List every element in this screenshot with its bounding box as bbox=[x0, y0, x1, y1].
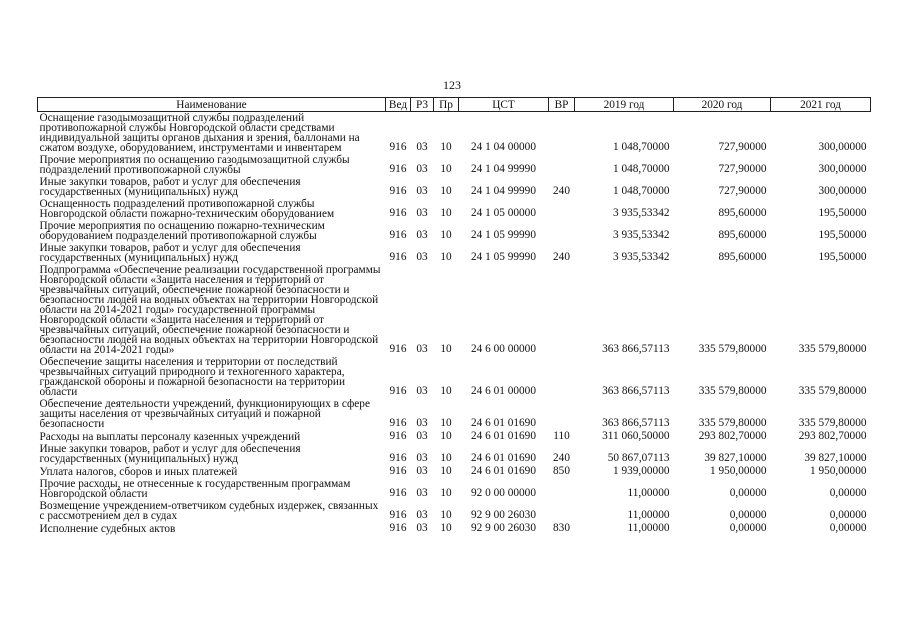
rz-cell: 03 bbox=[416, 522, 428, 534]
vr-cell bbox=[549, 356, 575, 398]
name-cell: Уплата налогов, сборов и иных платежей bbox=[39, 466, 238, 478]
cst-cell: 92 0 00 00000 bbox=[471, 487, 536, 499]
value-2019-cell: 311 060,50000 bbox=[602, 430, 670, 442]
rz-cell: 03 bbox=[416, 452, 428, 464]
ved-cell: 916 bbox=[389, 430, 407, 442]
value-2020-cell: 727,90000 bbox=[718, 141, 767, 153]
pr-cell: 10 bbox=[440, 417, 452, 429]
cst-cell: 92 9 00 26030 bbox=[471, 522, 536, 534]
vr-cell bbox=[549, 500, 575, 522]
value-2021-cell: 335 579,80000 bbox=[798, 385, 867, 397]
vr-cell bbox=[549, 112, 575, 155]
cst-cell: 92 9 00 26030 bbox=[471, 509, 536, 521]
ved-cell: 916 bbox=[389, 185, 407, 197]
vr-cell: 830 bbox=[553, 522, 570, 534]
pr-cell: 10 bbox=[440, 487, 452, 499]
ved-cell: 916 bbox=[389, 417, 407, 429]
rz-cell: 03 bbox=[416, 141, 428, 153]
cst-cell: 24 1 05 00000 bbox=[471, 207, 536, 219]
value-2020-cell: 1 950,00000 bbox=[710, 465, 767, 477]
table-row bbox=[38, 465, 871, 478]
pr-cell: 10 bbox=[440, 207, 452, 219]
pr-cell: 10 bbox=[440, 343, 452, 355]
table-row bbox=[38, 500, 871, 522]
cst-cell: 24 6 01 00000 bbox=[471, 385, 536, 397]
pr-cell: 10 bbox=[440, 163, 452, 175]
table-row bbox=[38, 220, 871, 242]
pr-cell: 10 bbox=[440, 430, 452, 442]
value-2021-cell: 195,50000 bbox=[818, 207, 867, 219]
table-row bbox=[38, 522, 871, 535]
vr-cell: 240 bbox=[553, 185, 570, 197]
value-2020-cell: 727,90000 bbox=[718, 185, 767, 197]
value-2021-cell: 0,00000 bbox=[829, 509, 867, 521]
rz-cell: 03 bbox=[416, 465, 428, 477]
vr-cell: 240 bbox=[553, 251, 570, 263]
rz-cell: 03 bbox=[416, 251, 428, 263]
ved-cell: 916 bbox=[389, 452, 407, 464]
cst-cell: 24 6 01 01690 bbox=[471, 452, 536, 464]
value-2021-cell: 293 802,70000 bbox=[798, 430, 867, 442]
value-2020-cell: 335 579,80000 bbox=[698, 417, 767, 429]
header-2019: 2019 год bbox=[575, 98, 674, 112]
name-cell: Прочие расходы, не отнесенные к государственным программам Новгородской области bbox=[39, 478, 351, 500]
vr-cell bbox=[549, 198, 575, 220]
header-cst: ЦСТ bbox=[459, 98, 549, 112]
value-2020-cell: 335 579,80000 bbox=[698, 343, 767, 355]
cst-cell: 24 1 04 99990 bbox=[471, 163, 536, 175]
name-cell: Возмещение учреждением-ответчиком судебных издержек, связанных с рассмотрением дел в судах bbox=[39, 500, 379, 522]
cst-cell: 24 1 04 99990 bbox=[471, 185, 536, 197]
name-cell: Исполнение судебных актов bbox=[39, 523, 176, 535]
cst-cell: 24 6 01 01690 bbox=[471, 465, 536, 477]
value-2021-cell: 195,50000 bbox=[818, 251, 867, 263]
name-cell: Прочие мероприятия по оснащению пожарно-техническим оборудованием подразделений противопожарной службы bbox=[39, 220, 325, 242]
value-2020-cell: 0,00000 bbox=[729, 487, 767, 499]
ved-cell: 916 bbox=[389, 163, 407, 175]
ved-cell: 916 bbox=[389, 229, 407, 241]
value-2019-cell: 11,00000 bbox=[627, 522, 670, 534]
rz-cell: 03 bbox=[416, 509, 428, 521]
pr-cell: 10 bbox=[440, 385, 452, 397]
pr-cell: 10 bbox=[440, 229, 452, 241]
cst-cell: 24 6 00 00000 bbox=[471, 343, 536, 355]
vr-cell bbox=[549, 264, 575, 356]
ved-cell: 916 bbox=[389, 465, 407, 477]
value-2021-cell: 39 827,10000 bbox=[804, 452, 867, 464]
name-cell: Иные закупки товаров, работ и услуг для обеспечения государственных (муниципальных) нужд bbox=[39, 242, 301, 264]
name-cell: Прочие мероприятия по оснащению газодымозащитной службы подразделений противопожарной службы bbox=[39, 154, 350, 176]
value-2019-cell: 3 935,53342 bbox=[613, 229, 670, 241]
table-row bbox=[38, 443, 871, 465]
name-cell: Иные закупки товаров, работ и услуг для обеспечения государственных (муниципальных) нужд bbox=[39, 176, 301, 198]
value-2020-cell: 727,90000 bbox=[718, 163, 767, 175]
value-2021-cell: 195,50000 bbox=[818, 229, 867, 241]
rz-cell: 03 bbox=[416, 207, 428, 219]
table-body bbox=[38, 112, 871, 536]
table-row bbox=[38, 198, 871, 220]
value-2021-cell: 300,00000 bbox=[818, 141, 867, 153]
cst-cell: 24 6 01 01690 bbox=[471, 417, 536, 429]
vr-cell bbox=[549, 220, 575, 242]
rz-cell: 03 bbox=[416, 343, 428, 355]
header-rz: Р3 bbox=[411, 98, 434, 112]
value-2020-cell: 895,60000 bbox=[718, 229, 767, 241]
ved-cell: 916 bbox=[389, 207, 407, 219]
vr-cell bbox=[549, 398, 575, 430]
value-2019-cell: 3 935,53342 bbox=[613, 207, 670, 219]
header-2020: 2020 год bbox=[674, 98, 771, 112]
ved-cell: 916 bbox=[389, 487, 407, 499]
pr-cell: 10 bbox=[440, 465, 452, 477]
pr-cell: 10 bbox=[440, 509, 452, 521]
table-row bbox=[38, 242, 871, 264]
table-row bbox=[38, 398, 871, 430]
name-cell: Иные закупки товаров, работ и услуг для обеспечения государственных (муниципальных) нужд bbox=[39, 443, 301, 465]
value-2019-cell: 11,00000 bbox=[627, 509, 670, 521]
ved-cell: 916 bbox=[389, 343, 407, 355]
ved-cell: 916 bbox=[389, 251, 407, 263]
name-cell: Обеспечение деятельности учреждений, функционирующих в сфере защиты населения от чрезвычайных ситуаций и пожарной безопасности bbox=[39, 398, 370, 430]
value-2019-cell: 363 866,57113 bbox=[602, 385, 670, 397]
table-row bbox=[38, 176, 871, 198]
value-2019-cell: 11,00000 bbox=[627, 487, 670, 499]
value-2021-cell: 335 579,80000 bbox=[798, 417, 867, 429]
name-cell: Оснащение газодымозащитной службы подразделений противопожарной службы Новгородской области средствами индивидуальной защиты органов дыхания и зрения, баллонами на сжатом воздухе, оборудованием, инструментами и инвентарем bbox=[39, 112, 360, 154]
pr-cell: 10 bbox=[440, 141, 452, 153]
value-2019-cell: 363 866,57113 bbox=[602, 343, 670, 355]
value-2021-cell: 1 950,00000 bbox=[810, 465, 867, 477]
name-cell: Расходы на выплаты персоналу казенных учреждений bbox=[39, 431, 301, 443]
value-2020-cell: 895,60000 bbox=[718, 207, 767, 219]
ved-cell: 916 bbox=[389, 141, 407, 153]
value-2020-cell: 335 579,80000 bbox=[698, 385, 767, 397]
cst-cell: 24 1 04 00000 bbox=[471, 141, 536, 153]
ved-cell: 916 bbox=[389, 509, 407, 521]
header-pr: Пр bbox=[434, 98, 459, 112]
name-cell: Подпрограмма «Обеспечение реализации государственной программы Новгородской области «Защита населения и территорий от чрезвычайных ситуаций, обеспечение пожарной безопасности и безопасности людей на водных объектах на территории Новгородской области на 2014-2021 годы» государственной программы Новгородской области «Защита населения и территорий от чрезвычайных ситуаций, обеспечение пожарной безопасности и безопасности людей на водных объектах на территории Новгородской области на 2014-2021 годы» bbox=[39, 264, 381, 356]
value-2020-cell: 895,60000 bbox=[718, 251, 767, 263]
name-cell: Обеспечение защиты населения и территории от последствий чрезвычайных ситуаций природного и техногенного характера, гражданской обороны и пожарной безопасности на территории области bbox=[39, 356, 345, 398]
pr-cell: 10 bbox=[440, 452, 452, 464]
pr-cell: 10 bbox=[440, 251, 452, 263]
value-2019-cell: 3 935,53342 bbox=[613, 251, 670, 263]
cst-cell: 24 1 05 99990 bbox=[471, 229, 536, 241]
rz-cell: 03 bbox=[416, 417, 428, 429]
rz-cell: 03 bbox=[416, 487, 428, 499]
rz-cell: 03 bbox=[416, 163, 428, 175]
value-2021-cell: 300,00000 bbox=[818, 185, 867, 197]
ved-cell: 916 bbox=[389, 385, 407, 397]
value-2020-cell: 39 827,10000 bbox=[704, 452, 767, 464]
header-name: Наименование bbox=[38, 98, 386, 112]
value-2019-cell: 1 048,70000 bbox=[613, 141, 670, 153]
vr-cell: 240 bbox=[553, 452, 570, 464]
value-2020-cell: 0,00000 bbox=[729, 522, 767, 534]
vr-cell bbox=[549, 478, 575, 500]
rz-cell: 03 bbox=[416, 185, 428, 197]
page-number: 123 bbox=[443, 78, 461, 92]
table-row bbox=[38, 478, 871, 500]
budget-table bbox=[37, 97, 871, 535]
value-2021-cell: 0,00000 bbox=[829, 487, 867, 499]
table-row bbox=[38, 264, 871, 356]
value-2019-cell: 363 866,57113 bbox=[602, 417, 670, 429]
vr-cell: 850 bbox=[553, 465, 570, 477]
rz-cell: 03 bbox=[416, 229, 428, 241]
value-2019-cell: 1 939,00000 bbox=[613, 465, 670, 477]
table-row bbox=[38, 430, 871, 443]
cst-cell: 24 6 01 01690 bbox=[471, 430, 536, 442]
pr-cell: 10 bbox=[440, 522, 452, 534]
value-2019-cell: 50 867,07113 bbox=[607, 452, 670, 464]
header-vr: ВР bbox=[549, 98, 575, 112]
name-cell: Оснащенность подразделений противопожарной службы Новгородской области пожарно-техническим оборудованием bbox=[39, 198, 335, 220]
table-row bbox=[38, 356, 871, 398]
value-2021-cell: 335 579,80000 bbox=[798, 343, 867, 355]
table-row bbox=[38, 112, 871, 155]
value-2020-cell: 0,00000 bbox=[729, 509, 767, 521]
value-2019-cell: 1 048,70000 bbox=[613, 185, 670, 197]
ved-cell: 916 bbox=[389, 522, 407, 534]
table-row bbox=[38, 154, 871, 176]
vr-cell: 110 bbox=[553, 430, 570, 442]
rz-cell: 03 bbox=[416, 430, 428, 442]
table-header-row bbox=[38, 98, 871, 112]
pr-cell: 10 bbox=[440, 185, 452, 197]
header-ved: Вед bbox=[386, 98, 411, 112]
value-2021-cell: 0,00000 bbox=[829, 522, 867, 534]
value-2021-cell: 300,00000 bbox=[818, 163, 867, 175]
rz-cell: 03 bbox=[416, 385, 428, 397]
header-2021: 2021 год bbox=[771, 98, 871, 112]
vr-cell bbox=[549, 154, 575, 176]
value-2019-cell: 1 048,70000 bbox=[613, 163, 670, 175]
cst-cell: 24 1 05 99990 bbox=[471, 251, 536, 263]
value-2020-cell: 293 802,70000 bbox=[698, 430, 767, 442]
